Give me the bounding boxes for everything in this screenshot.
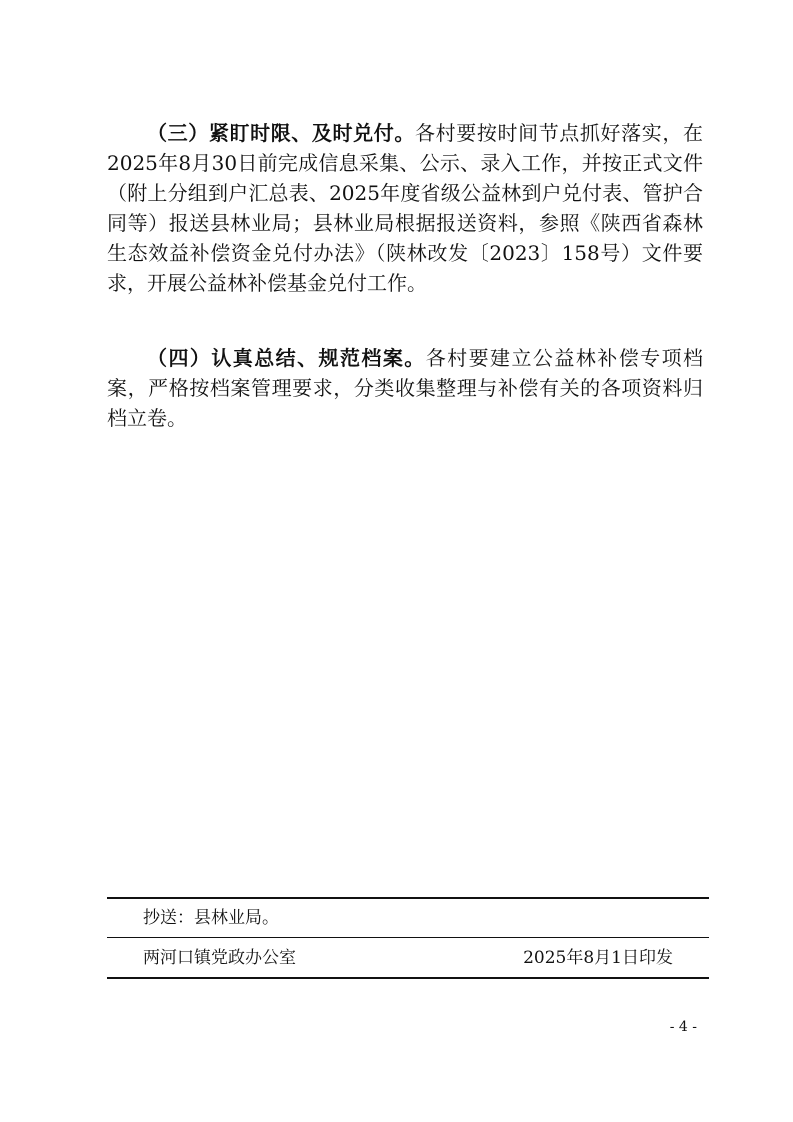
- section-4-body: 各村要建立公益林补偿专项档案，严格按档案管理要求，分类收集整理与补偿有关的各项资料归档立卷。: [107, 346, 704, 430]
- footer-top-rule: [107, 897, 709, 899]
- issuer-line: [107, 947, 709, 969]
- page-number: - 4 -: [669, 1019, 697, 1035]
- section-4-heading: （四）认真总结、规范档案。: [147, 346, 426, 370]
- section-3-heading: （三）紧盯时限、及时兑付。: [147, 121, 415, 145]
- issuer-name: 两河口镇党政办公室: [143, 948, 296, 968]
- section-4-paragraph: [107, 343, 703, 433]
- section-3-body: 各村要按时间节点抓好落实，在2025年8月30日前完成信息采集、公示、录入工作，并按正式文件（附上分组到户汇总表、2025年度省级公益林到户兑付表、管护合同等）报送县林业局；县林业局根据报送资料，参照《陕西省森林生态效益补偿资金兑付办法》（陕林改发〔2023〕158号）文件要求，开展公益林补偿基金兑付工作。: [107, 121, 703, 295]
- footer-middle-rule: [107, 937, 709, 938]
- issue-date: 2025年8月1日印发: [523, 948, 673, 968]
- footer-bottom-rule: [107, 977, 709, 979]
- cc-line: 抄送：县林业局。: [143, 908, 279, 928]
- section-3-paragraph: [107, 118, 703, 298]
